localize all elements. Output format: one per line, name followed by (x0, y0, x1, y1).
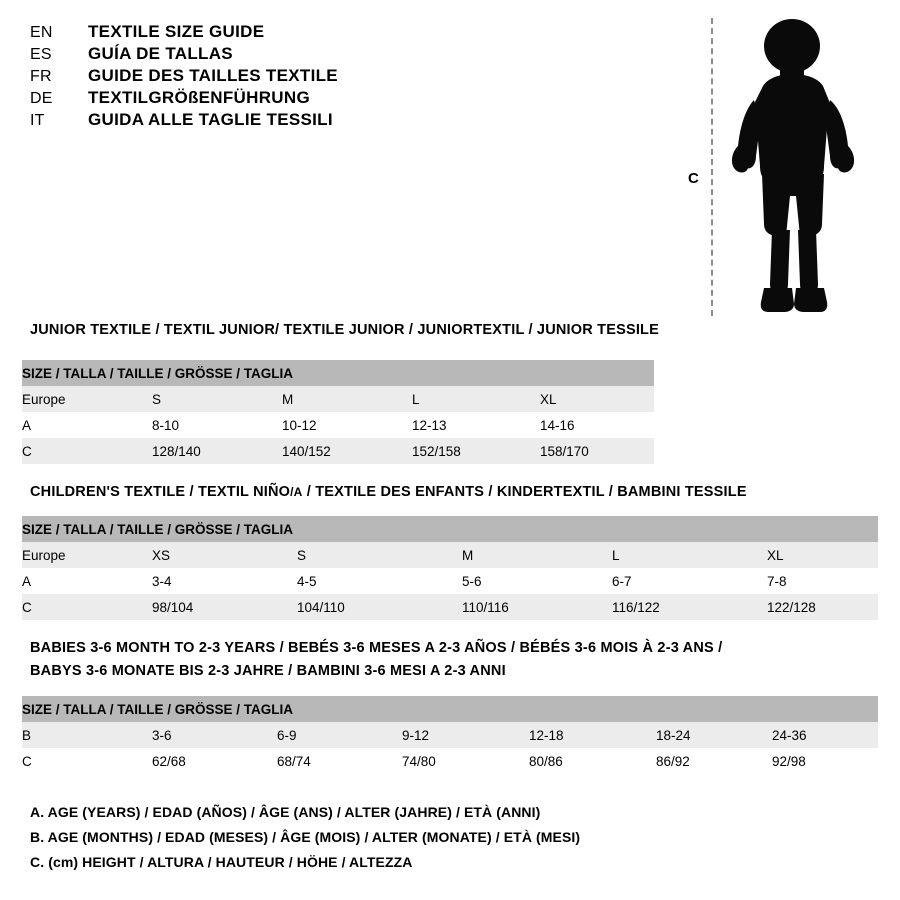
row-cell: L (612, 542, 767, 568)
row-cell: 8-10 (152, 412, 282, 438)
row-label: C (22, 748, 152, 774)
table-header-row (22, 516, 878, 542)
babies-section-title-line1: BABIES 3-6 MONTH TO 2-3 YEARS / BEBÉS 3-6 MESES A 2-3 AÑOS / BÉBÉS 3-6 MOIS À 2-3 ANS / (30, 640, 723, 656)
row-cell: XS (152, 542, 297, 568)
row-cell: 14-16 (540, 412, 654, 438)
language-row (30, 44, 690, 64)
row-label: Europe (22, 542, 152, 568)
row-cell: 6-9 (277, 722, 402, 748)
row-cell: 110/116 (462, 594, 612, 620)
row-cell: 98/104 (152, 594, 297, 620)
row-cell: 12-18 (529, 722, 656, 748)
row-label: C (22, 438, 152, 464)
footnote-c: C. (cm) HEIGHT / ALTURA / HAUTEUR / HÖHE / ALTEZZA (30, 854, 413, 870)
junior-size-table (22, 360, 654, 464)
children-title-post: / TEXTILE DES ENFANTS / KINDERTEXTIL / BAMBINI TESSILE (302, 484, 747, 500)
row-cell: 80/86 (529, 748, 656, 774)
row-cell: 116/122 (612, 594, 767, 620)
language-code: EN (30, 24, 53, 41)
language-title: TEXTILE SIZE GUIDE (88, 22, 265, 41)
row-label: Europe (22, 386, 152, 412)
language-title-block (30, 22, 690, 132)
row-cell: 152/158 (412, 438, 540, 464)
table-row (22, 594, 878, 620)
row-cell: 68/74 (277, 748, 402, 774)
row-cell: 24-36 (772, 722, 878, 748)
language-row (30, 110, 690, 130)
row-cell: 104/110 (297, 594, 462, 620)
row-cell: XL (540, 386, 654, 412)
row-cell: 128/140 (152, 438, 282, 464)
row-cell: 7-8 (767, 568, 878, 594)
row-cell: L (412, 386, 540, 412)
footnote-legend (30, 800, 580, 875)
row-cell: 122/128 (767, 594, 878, 620)
language-title: TEXTILGRÖßENFÜHRUNG (88, 88, 310, 107)
table-header-label: SIZE / TALLA / TAILLE / GRÖSSE / TAGLIA (22, 360, 654, 386)
footnote-b: B. AGE (MONTHS) / EDAD (MESES) / ÂGE (MOIS) / ALTER (MONATE) / ETÀ (MESI) (30, 829, 581, 845)
language-code: FR (30, 68, 52, 85)
language-title: GUIDA ALLE TAGLIE TESSILI (88, 110, 333, 129)
row-cell: 4-5 (297, 568, 462, 594)
row-label: A (22, 412, 152, 438)
table-header-row (22, 360, 654, 386)
row-cell: 5-6 (462, 568, 612, 594)
row-cell: 6-7 (612, 568, 767, 594)
children-title-pre: CHILDREN'S TEXTILE / TEXTIL NIÑO (30, 484, 291, 500)
row-cell: S (152, 386, 282, 412)
row-cell: M (282, 386, 412, 412)
row-cell: M (462, 542, 612, 568)
language-row (30, 66, 690, 86)
children-title-sub: /A (290, 485, 303, 499)
row-cell: 9-12 (402, 722, 529, 748)
row-cell: XL (767, 542, 878, 568)
table-row (22, 542, 878, 568)
toddler-silhouette-icon (728, 16, 858, 316)
row-cell: 10-12 (282, 412, 412, 438)
table-header-row (22, 696, 878, 722)
measure-label-c: C (688, 170, 699, 187)
measure-dashed-line (711, 18, 713, 316)
row-cell: 12-13 (412, 412, 540, 438)
children-size-table (22, 516, 878, 620)
language-title: GUÍA DE TALLAS (88, 44, 233, 63)
table-header-label: SIZE / TALLA / TAILLE / GRÖSSE / TAGLIA (22, 516, 878, 542)
babies-section-title-line2: BABYS 3-6 MONATE BIS 2-3 JAHRE / BAMBINI 3-6 MESI A 2-3 ANNI (30, 663, 506, 679)
table-row (22, 438, 654, 464)
language-row (30, 88, 690, 108)
row-cell: 74/80 (402, 748, 529, 774)
table-row (22, 412, 654, 438)
row-cell: 18-24 (656, 722, 772, 748)
row-cell: S (297, 542, 462, 568)
row-cell: 158/170 (540, 438, 654, 464)
row-cell: 92/98 (772, 748, 878, 774)
row-label: B (22, 722, 152, 748)
language-code: ES (30, 46, 52, 63)
language-row (30, 22, 690, 42)
row-cell: 62/68 (152, 748, 277, 774)
table-row (22, 568, 878, 594)
language-code: DE (30, 90, 53, 107)
row-label: C (22, 594, 152, 620)
row-cell: 86/92 (656, 748, 772, 774)
row-cell: 3-4 (152, 568, 297, 594)
table-row (22, 722, 878, 748)
row-label: A (22, 568, 152, 594)
table-row (22, 386, 654, 412)
language-code: IT (30, 112, 45, 129)
language-title: GUIDE DES TAILLES TEXTILE (88, 66, 338, 85)
row-cell: 3-6 (152, 722, 277, 748)
footnote-a: A. AGE (YEARS) / EDAD (AÑOS) / ÂGE (ANS) / ALTER (JAHRE) / ETÀ (ANNI) (30, 804, 541, 820)
junior-section-title: JUNIOR TEXTILE / TEXTIL JUNIOR/ TEXTILE JUNIOR / JUNIORTEXTIL / JUNIOR TESSILE (30, 322, 659, 338)
height-measure-figure (680, 10, 890, 320)
children-section-title (30, 484, 747, 500)
row-cell: 140/152 (282, 438, 412, 464)
table-header-label: SIZE / TALLA / TAILLE / GRÖSSE / TAGLIA (22, 696, 878, 722)
babies-size-table (22, 696, 878, 774)
table-row (22, 748, 878, 774)
